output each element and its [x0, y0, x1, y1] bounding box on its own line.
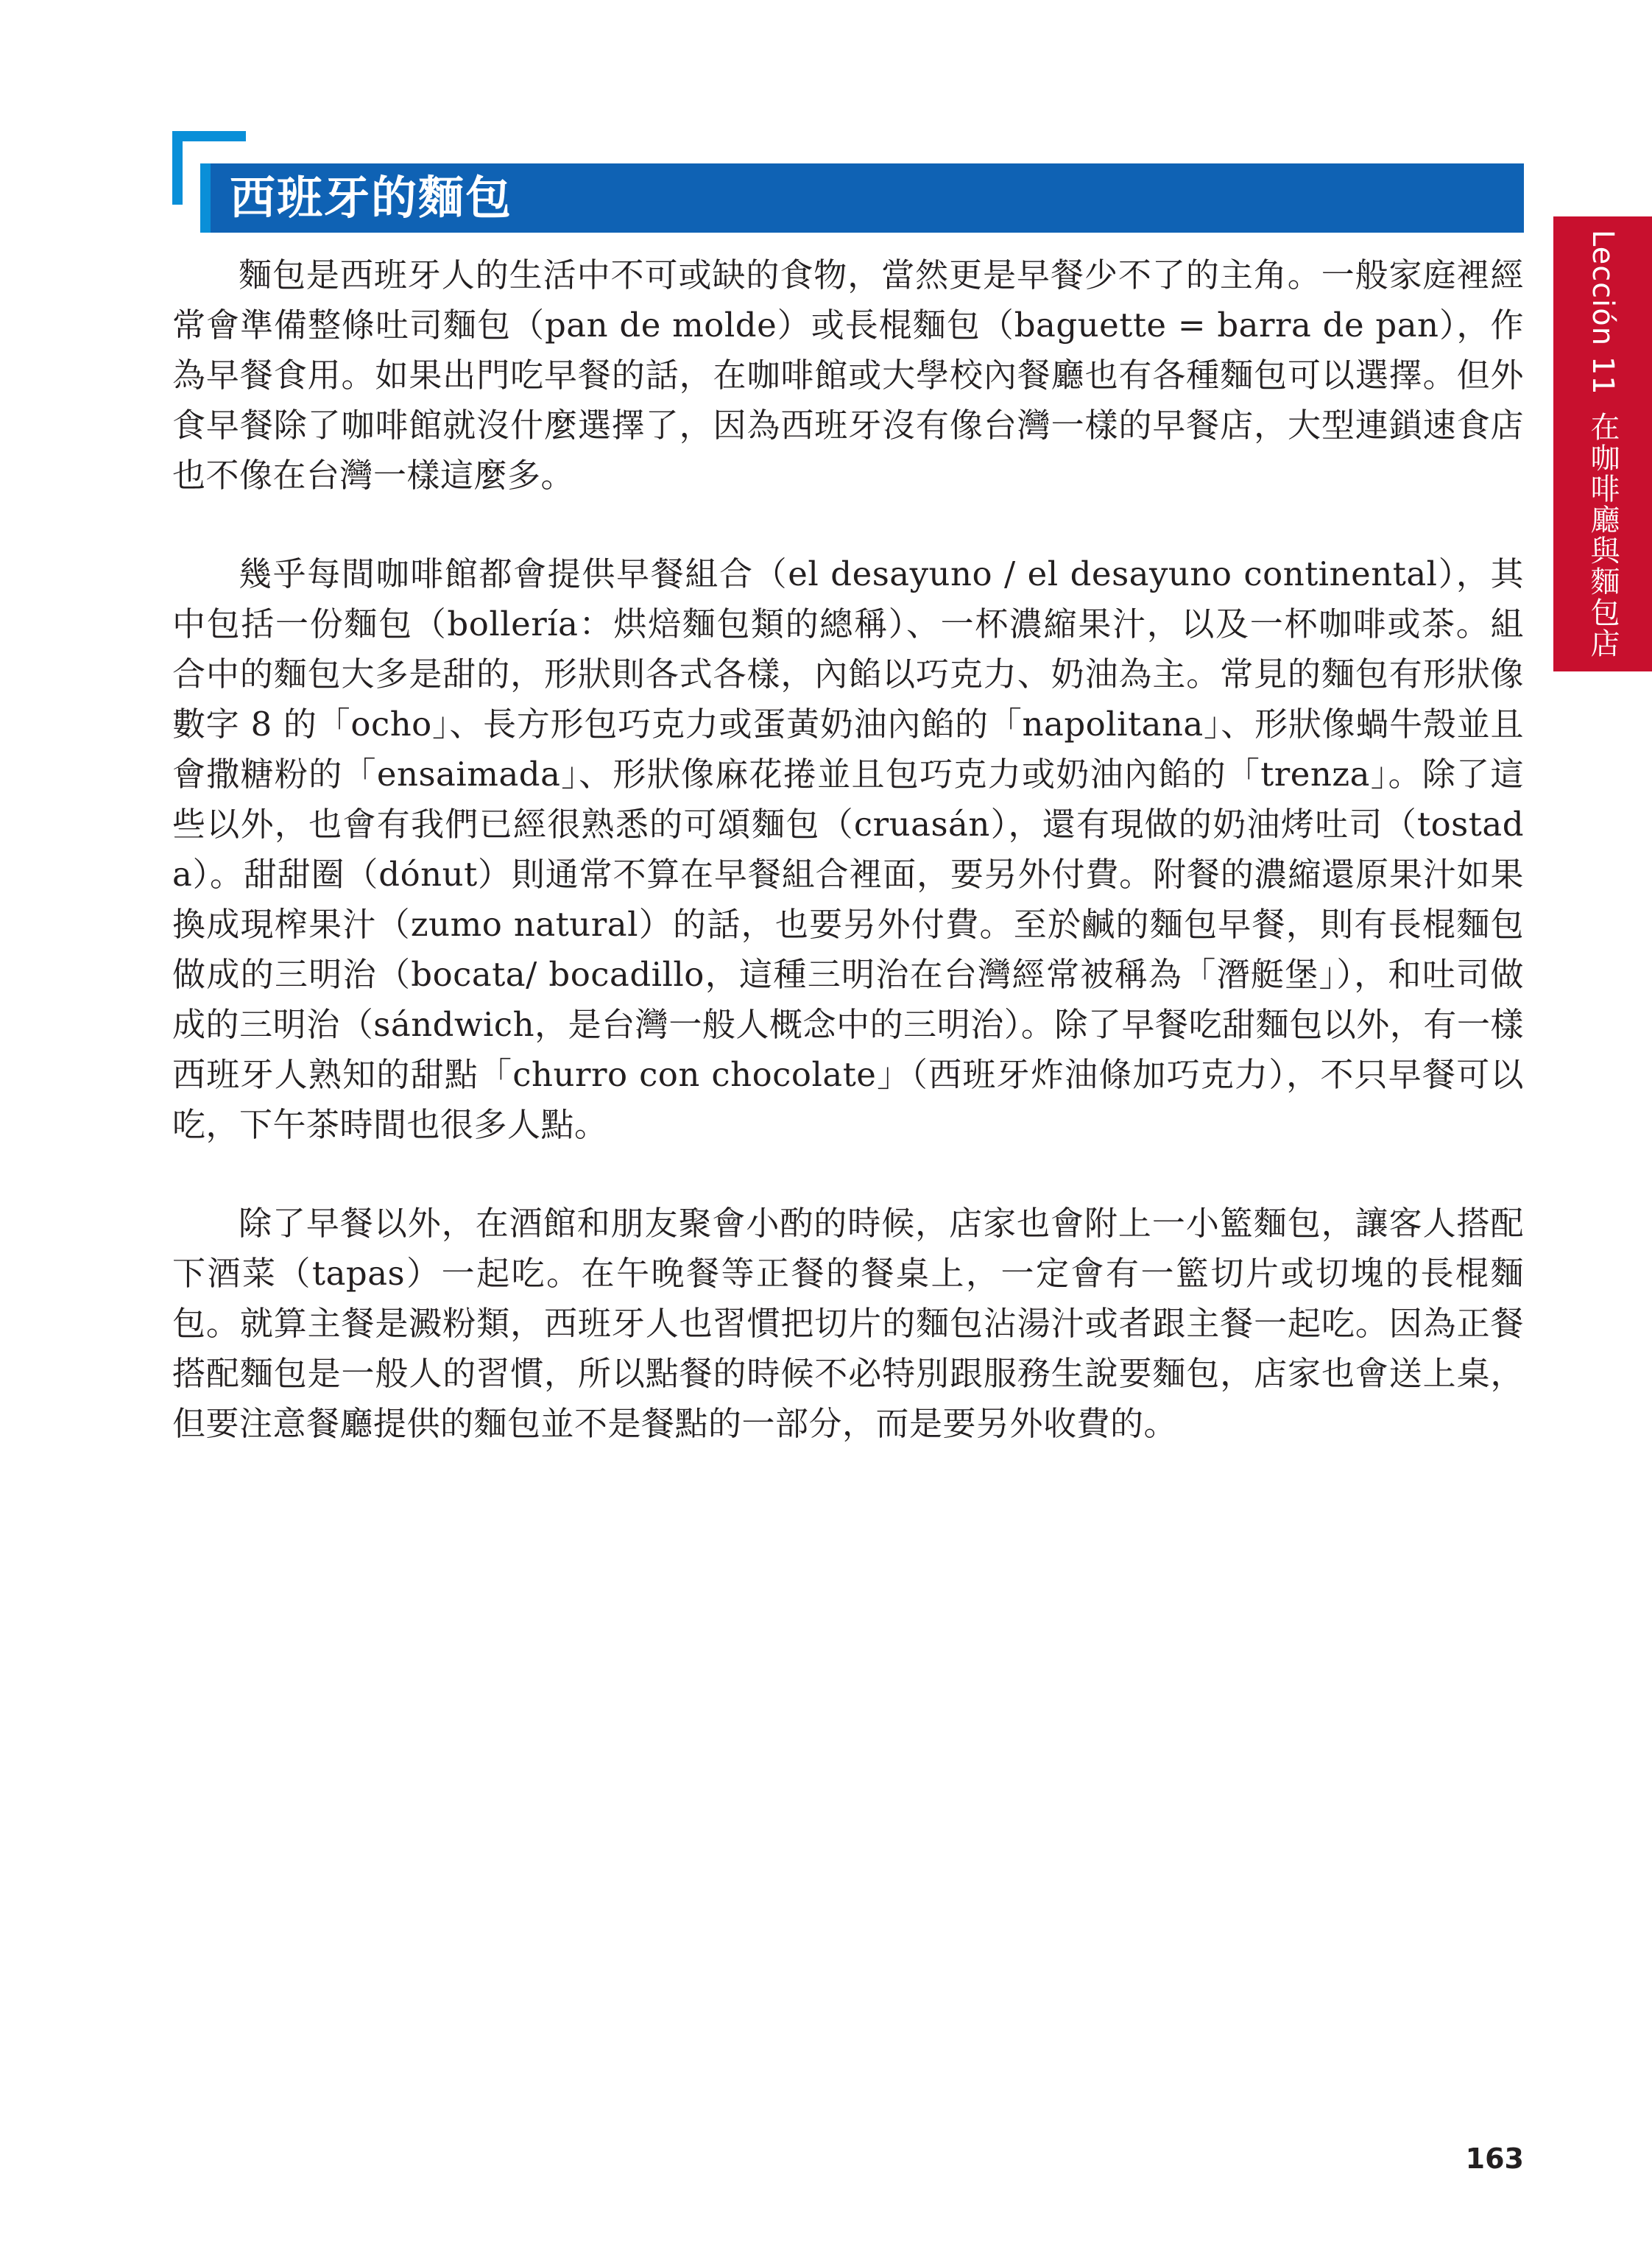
body-text: [172, 250, 1524, 1498]
side-tab-topic: 在咖啡廳與麵包店: [1586, 411, 1620, 659]
paragraph-2: 幾乎每間咖啡館都會提供早餐組合（el desayuno / el desayuno continental），其中包括一份麵包（bollería：烘焙麵包類的總稱）、一杯濃縮果汁，以及一杯咖啡或茶。組合中的麵包大多是甜的，形狀則各式各樣，內餡以巧克力、奶油為主。常見的麵包有形狀像數字 8 的「ocho」、長方形包巧克力或蛋黃奶油內餡的「napolitana」、形狀像蝸牛殼並且會撒糖粉的「ensaimada」、形狀像麻花捲並且包巧克力或奶油內餡的「trenza」。除了這些以外，也會有我們已經很熟悉的可頌麵包（cruasán），還有現做的奶油烤吐司（tostada）。甜甜圈（dónut）則通常不算在早餐組合裡面，要另外付費。附餐的濃縮還原果汁如果換成現榨果汁（zumo natural）的話，也要另外付費。至於鹹的麵包早餐，則有長棍麵包做成的三明治（bocata/ bocadillo，這種三明治在台灣經常被稱為「潛艇堡」），和吐司做成的三明治（sándwich，是台灣一般人概念中的三明治）。除了早餐吃甜麵包以外，有一樣西班牙人熟知的甜點「churro con chocolate」（西班牙炸油條加巧克力），不只早餐可以吃，下午茶時間也很多人點。: [172, 554, 1524, 1144]
page-number: 163: [1465, 2142, 1524, 2175]
heading-bar-accent: [200, 163, 211, 233]
section-title: 西班牙的麵包: [230, 171, 513, 225]
chapter-side-tab: [1553, 216, 1652, 671]
side-tab-lesson: Lección 11: [1586, 230, 1620, 395]
side-tab-text: [1553, 216, 1652, 671]
section-heading: [172, 131, 1524, 233]
paragraph-1: 麵包是西班牙人的生活中不可或缺的食物，當然更是早餐少不了的主角。一般家庭裡經常會準備整條吐司麵包（pan de molde）或長棍麵包（baguette = barra de pan），作為早餐食用。如果出門吃早餐的話，在咖啡館或大學校內餐廳也有各種麵包可以選擇。但外食早餐除了咖啡館就沒什麼選擇了，因為西班牙沒有像台灣一樣的早餐店，大型連鎖速食店也不像在台灣一樣這麼多。: [172, 255, 1524, 495]
paragraph-3: 除了早餐以外，在酒館和朋友聚會小酌的時候，店家也會附上一小籃麵包，讓客人搭配下酒菜（tapas）一起吃。在午晚餐等正餐的餐桌上，一定會有一籃切片或切塊的長棍麵包。就算主餐是澱粉類，西班牙人也習慣把切片的麵包沾湯汁或者跟主餐一起吃。因為正餐搭配麵包是一般人的習慣，所以點餐的時候不必特別跟服務生說要麵包，店家也會送上桌，但要注意餐廳提供的麵包並不是餐點的一部分，而是要另外收費的。: [172, 1204, 1524, 1443]
